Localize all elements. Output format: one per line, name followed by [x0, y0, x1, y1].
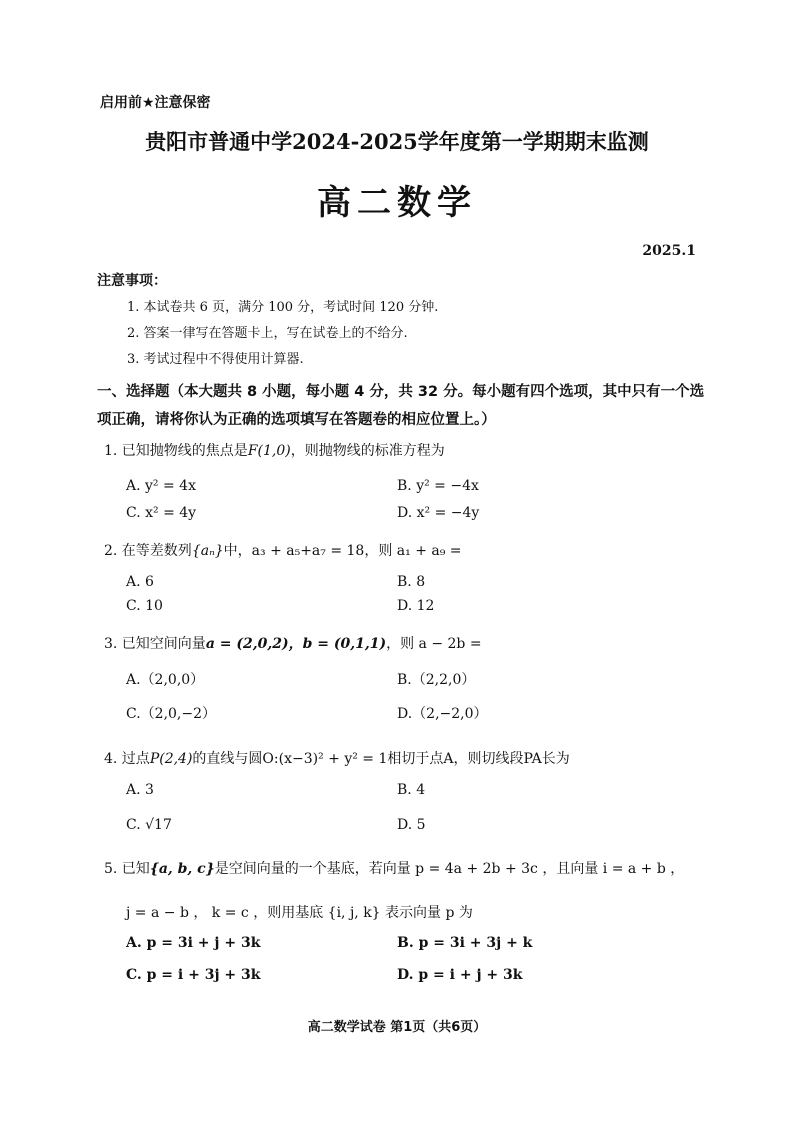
section-heading: 一、选择题（本大题共 8 小题，每小题 4 分，共 32 分。每小题有四个选项，其中只有一个选项正确，请将你认为正确的选项填写在答题卷的相应位置上。）: [97, 384, 705, 428]
option-c: C. 10: [126, 598, 163, 614]
notice-title: 注意事项：: [97, 273, 167, 289]
option-c: C. √17: [126, 817, 172, 833]
option-c: C. x² = 4y: [126, 505, 197, 521]
option-a: A.（2,0,0）: [126, 672, 205, 688]
option-d: D. p = i + j + 3k: [397, 967, 523, 983]
question-5-stem: [104, 858, 684, 878]
exam-subject: 高二数学: [317, 183, 477, 223]
question-4-stem: [104, 748, 570, 768]
stem-text: 是空间向量的一个基底，若向量 p = 4a + 2b + 3c ，且向量 i = a + b ，: [214, 861, 685, 877]
question-5-stem-line2: j = a − b ， k = c ，则用基底 {i, j, k} 表示向量 p 为: [126, 905, 473, 921]
question-2-stem: [104, 540, 462, 560]
option-d: D. 12: [397, 598, 435, 614]
option-b: B.（2,2,0）: [397, 672, 476, 688]
stem-math: F(1,0): [247, 443, 291, 459]
option-d: D. x² = −4y: [397, 505, 480, 521]
stem-text: 的直线与圆O:(x−3)² + y² = 1相切于点A，则切线段PA长为: [192, 751, 570, 767]
option-b: B. y² = −4x: [397, 478, 479, 494]
option-c: C.（2,0,−2）: [126, 706, 217, 722]
option-b: B. 8: [397, 574, 426, 590]
notice-item: 3. 考试过程中不得使用计算器.: [127, 352, 304, 367]
stem-text: 3. 已知空间向量: [104, 636, 206, 652]
stem-math: a = (2,0,2)，b = (0,1,1): [205, 636, 387, 652]
stem-text: 中，a₃ + a₅+a₇ = 18，则 a₁ + a₉ =: [223, 543, 462, 559]
stem-math: P(2,4): [149, 751, 193, 767]
stem-text: 1. 已知抛物线的焦点是: [104, 443, 248, 459]
confidential-label: 启用前★注意保密: [100, 95, 211, 111]
notice-item: 1. 本试卷共 6 页，满分 100 分，考试时间 120 分钟.: [127, 300, 439, 315]
stem-text: ，则 a − 2b =: [386, 636, 482, 652]
exam-date: 2025.1: [642, 243, 696, 259]
question-1-stem: [104, 440, 445, 460]
stem-text: 5. 已知: [104, 861, 150, 877]
option-d: D.（2,−2,0）: [397, 706, 488, 722]
question-3-stem: [104, 633, 482, 653]
stem-math: {a, b, c}: [149, 861, 215, 877]
stem-text: 4. 过点: [104, 751, 150, 767]
option-a: A. y² = 4x: [126, 478, 196, 494]
option-a: A. p = 3i + j + 3k: [126, 935, 261, 951]
stem-math: {aₙ}: [191, 543, 224, 559]
notice-item: 2. 答案一律写在答题卡上，写在试卷上的不给分.: [127, 326, 408, 341]
option-a: A. 3: [126, 782, 154, 798]
option-c: C. p = i + 3j + 3k: [126, 967, 261, 983]
option-a: A. 6: [126, 574, 154, 590]
option-d: D. 5: [397, 817, 426, 833]
option-b: B. p = 3i + 3j + k: [397, 935, 533, 951]
exam-title: 贵阳市普通中学2024-2025学年度第一学期期末监测: [145, 129, 649, 154]
stem-text: ，则抛物线的标准方程为: [290, 443, 445, 459]
page-footer: 高二数学试卷 第1页（共6页）: [307, 1020, 487, 1035]
option-b: B. 4: [397, 782, 426, 798]
stem-text: 2. 在等差数列: [104, 543, 192, 559]
